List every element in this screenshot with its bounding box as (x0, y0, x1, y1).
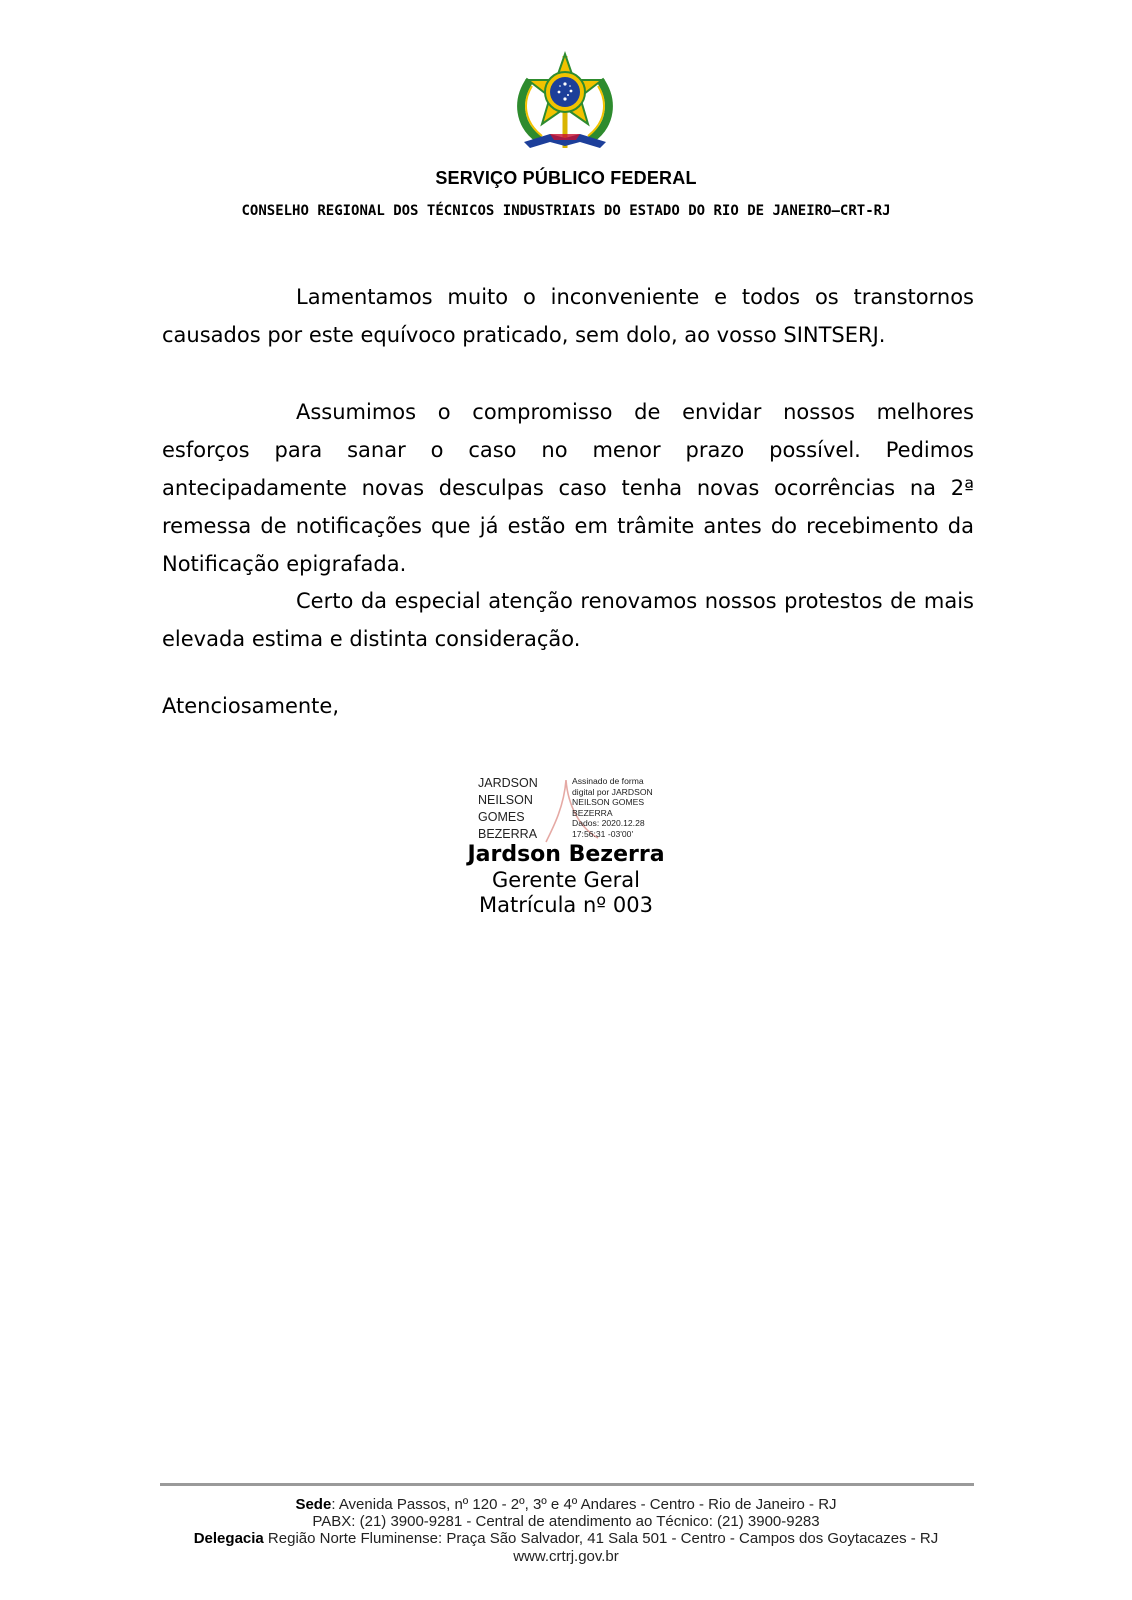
signature-meta-line: 17:56:31 -03'00' (572, 828, 634, 839)
signature-name-line: BEZERRA (478, 827, 538, 841)
paragraph-text: Assumimos o compromisso de envidar nossos melhores esforços para sanar o caso no menor prazo possível. Pedimos antecipadamente novas desculpas caso tenha novas ocorrências na 2ª remessa de notificações que já estão em trâmite antes do recebimento da Notificação epigrafada. (162, 400, 974, 576)
paragraph-text: Lamentamos muito o inconveniente e todos os transtornos causados por este equívoco praticado, sem dolo, ao vosso SINTSERJ. (162, 285, 974, 347)
signer-role: Gerente Geral (492, 868, 640, 892)
footer-delegation (0, 1530, 1132, 1547)
closing-salutation: Atenciosamente, (162, 694, 340, 718)
header-council-title: CONSELHO REGIONAL DOS TÉCNICOS INDUSTRIAIS DO ESTADO DO RIO DE JANEIRO–CRT-RJ (241, 203, 891, 219)
footer-headquarters (0, 1496, 1132, 1513)
signature-meta-line: Assinado de forma (572, 776, 644, 786)
body-paragraph-2 (162, 393, 974, 583)
signature-meta-line: Dados: 2020.12.28 (572, 818, 645, 829)
paragraph-text: Certo da especial atenção renovamos nossos protestos de mais elevada estima e distinta consideração. (162, 589, 974, 651)
signer-name: Jardson Bezerra (467, 842, 665, 867)
brazil-coat-of-arms-icon (510, 50, 620, 154)
footer-delegacia-label: Delegacia (193, 1530, 264, 1547)
signature-name-line: JARDSON (478, 776, 538, 790)
signature-meta-line: BEZERRA (572, 807, 613, 818)
signature-meta-line: NEILSON GOMES (572, 797, 645, 808)
signature-name-line: GOMES (478, 810, 525, 824)
digital-signature-metadata (572, 776, 672, 840)
footer-phones: PABX: (21) 3900-9281 - Central de atendimento ao Técnico: (21) 3900-9283 (312, 1513, 820, 1530)
body-paragraph-3 (162, 582, 974, 658)
header-service-title: SERVIÇO PÚBLICO FEDERAL (435, 168, 697, 188)
signature-name-line: NEILSON (478, 793, 533, 807)
footer-sede-label: Sede (295, 1496, 332, 1513)
footer-divider (160, 1483, 974, 1486)
signature-meta-line: digital por JARDSON (572, 786, 653, 797)
signer-registration: Matrícula nº 003 (479, 893, 653, 917)
body-paragraph-1 (162, 278, 974, 354)
footer-delegacia-address: Região Norte Fluminense: Praça São Salvador, 41 Sala 501 - Centro - Campos dos Goytacazes - RJ (263, 1530, 939, 1547)
footer-website-link[interactable]: www.crtrj.gov.br (513, 1548, 619, 1565)
footer-sede-address: : Avenida Passos, nº 120 - 2º, 3º e 4º Andares - Centro - Rio de Janeiro - RJ (331, 1496, 837, 1513)
